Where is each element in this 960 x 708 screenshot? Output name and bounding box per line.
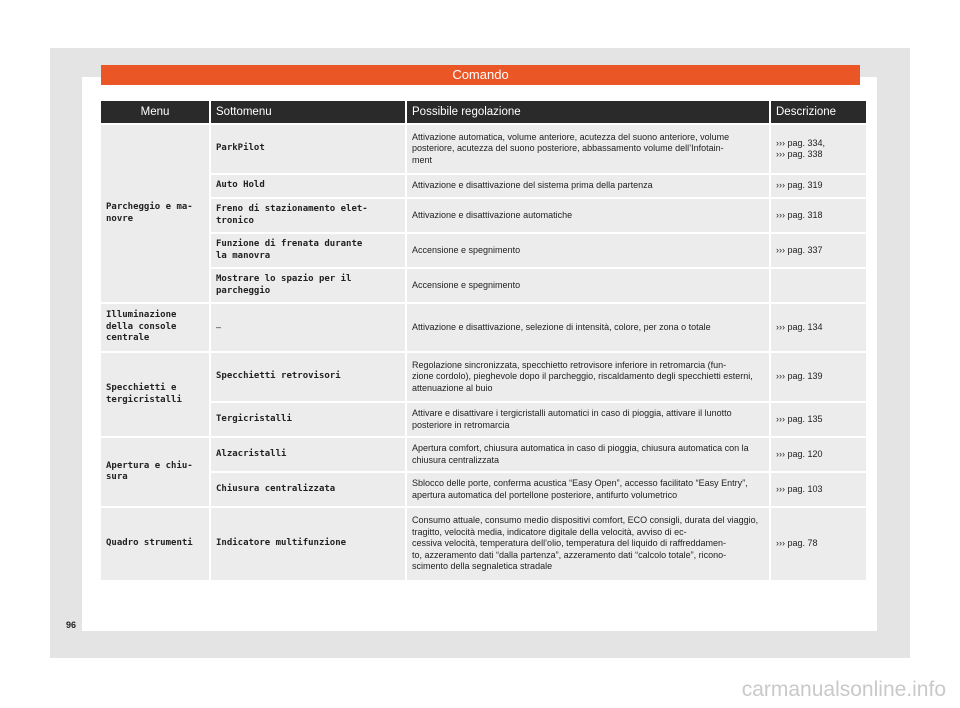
table-row <box>101 269 866 302</box>
command-table <box>99 99 868 582</box>
setting-cell: Accensione e spegnimento <box>407 269 769 302</box>
menu-cell: Parcheggio e ma- novre <box>101 125 209 302</box>
submenu-cell: Freno di stazionamento elet- tronico <box>211 199 405 232</box>
setting-cell: Attivazione e disattivazione automatiche <box>407 199 769 232</box>
page-ref-cell: ››› pag. 319 <box>771 175 866 197</box>
header-description: Descrizione <box>771 101 866 123</box>
page-ref-cell: ››› pag. 78 <box>771 508 866 580</box>
submenu-cell: Auto Hold <box>211 175 405 197</box>
page-ref-cell: ››› pag. 318 <box>771 199 866 232</box>
page-number: 96 <box>66 620 77 630</box>
page-ref-cell: ››› pag. 103 <box>771 473 866 506</box>
menu-cell: Illuminazione della console centrale <box>101 304 209 351</box>
table-row <box>101 234 866 267</box>
table-header-row <box>101 101 866 123</box>
page-ref-cell: ››› pag. 134 <box>771 304 866 351</box>
section-banner: Comando <box>101 65 860 85</box>
page-ref-cell: ››› pag. 135 <box>771 403 866 436</box>
setting-cell: Accensione e spegnimento <box>407 234 769 267</box>
setting-cell: Consumo attuale, consumo medio dispositivi comfort, ECO consigli, durata del viaggio, tragitto, velocità media, indicatore digitale della velocità, avviso di ec- cessiva velocità, temperatura dell’olio, temperatura del liquido di raffreddamen- to, azzeramento dati “dalla partenza”, azzeramento dati “calcolo totale”, ricono- scimento della segnaletica stradale <box>407 508 769 580</box>
table-row <box>101 125 866 173</box>
submenu-cell: Mostrare lo spazio per il parcheggio <box>211 269 405 302</box>
table-row <box>101 473 866 506</box>
page-ref-cell: ››› pag. 120 <box>771 438 866 471</box>
table-row <box>101 508 866 580</box>
page-ref-cell: ››› pag. 139 <box>771 353 866 401</box>
page-ref-cell: ››› pag. 337 <box>771 234 866 267</box>
setting-cell: Attivazione e disattivazione del sistema prima della partenza <box>407 175 769 197</box>
setting-cell: Attivazione automatica, volume anteriore, acutezza del suono anteriore, volume posteriore, acutezza del suono posteriore, abbassamento volume dell’Infotain- ment <box>407 125 769 173</box>
menu-cell: Specchietti e tergicristalli <box>101 353 209 436</box>
menu-cell: Quadro strumenti <box>101 508 209 580</box>
submenu-cell: Specchietti retrovisori <box>211 353 405 401</box>
menu-cell: Apertura e chiu- sura <box>101 438 209 506</box>
submenu-cell: Chiusura centralizzata <box>211 473 405 506</box>
submenu-cell: Indicatore multifunzione <box>211 508 405 580</box>
submenu-cell: – <box>211 304 405 351</box>
watermark: carmanualsonline.info <box>741 678 946 701</box>
header-submenu: Sottomenu <box>211 101 405 123</box>
table-row <box>101 353 866 401</box>
page-ref-cell: ››› pag. 334, ››› pag. 338 <box>771 125 866 173</box>
header-menu: Menu <box>101 101 209 123</box>
submenu-cell: Tergicristalli <box>211 403 405 436</box>
submenu-cell: Alzacristalli <box>211 438 405 471</box>
setting-cell: Regolazione sincronizzata, specchietto retrovisore inferiore in retromarcia (fun- zione cordolo), pieghevole dopo il parcheggio, riscaldamento degli specchietti esterni, attenuazione al buio <box>407 353 769 401</box>
table-row <box>101 403 866 436</box>
page-ref-cell <box>771 269 866 302</box>
submenu-cell: Funzione di frenata durante la manovra <box>211 234 405 267</box>
submenu-cell: ParkPilot <box>211 125 405 173</box>
setting-cell: Sblocco delle porte, conferma acustica “Easy Open”, accesso facilitato “Easy Entry”, apertura automatica del portellone posteriore, antifurto volumetrico <box>407 473 769 506</box>
setting-cell: Attivare e disattivare i tergicristalli automatici in caso di pioggia, attivare il lunotto posteriore in retromarcia <box>407 403 769 436</box>
header-setting: Possibile regolazione <box>407 101 769 123</box>
setting-cell: Attivazione e disattivazione, selezione di intensità, colore, per zona o totale <box>407 304 769 351</box>
table-row <box>101 304 866 351</box>
table-row <box>101 175 866 197</box>
table-row <box>101 438 866 471</box>
setting-cell: Apertura comfort, chiusura automatica in caso di pioggia, chiusura automatica con la chiusura centralizzata <box>407 438 769 471</box>
table-row <box>101 199 866 232</box>
